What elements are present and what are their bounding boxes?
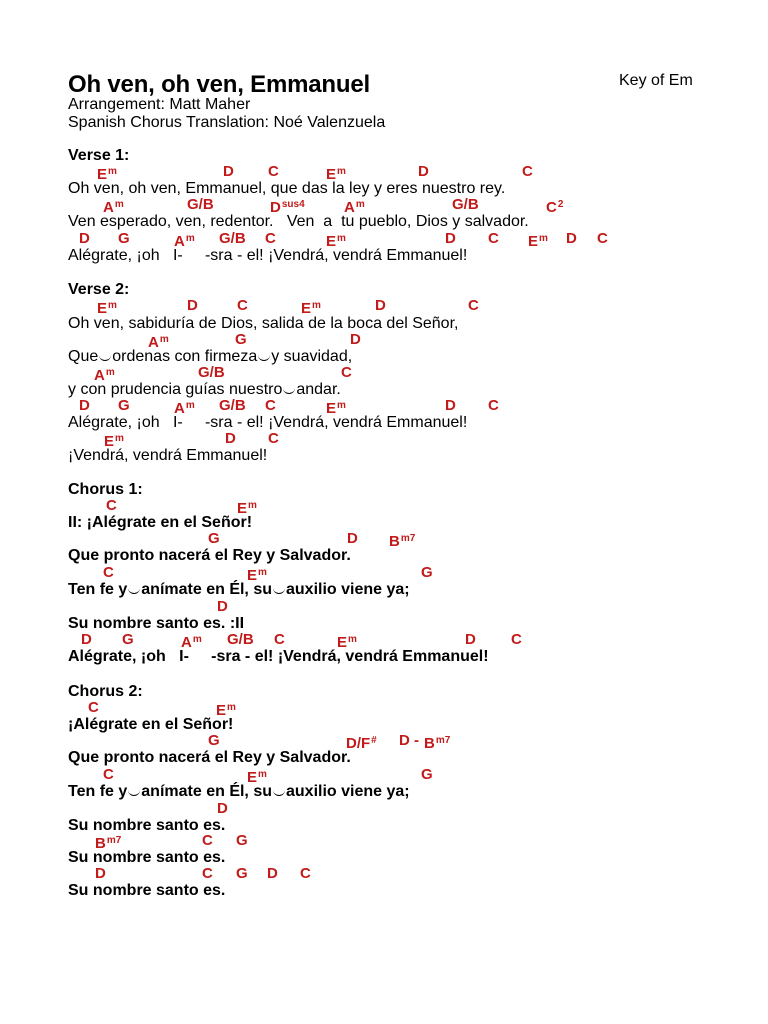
chord-am: $A^m$ <box>174 400 195 417</box>
arrangement-credit: Arrangement: Matt Maher <box>68 96 251 113</box>
song-title: Oh ven, oh ven, Emmanuel <box>68 71 370 98</box>
chord-em: $E^m$ <box>326 166 346 183</box>
verse-1-heading: Verse 1: <box>68 147 130 164</box>
chord-d: D <box>445 230 456 247</box>
chord-c: C <box>300 865 311 882</box>
chord-g: G <box>208 530 220 547</box>
chord-em: $E^m$ <box>247 769 267 786</box>
chord-c: C <box>522 163 533 180</box>
chord-c: C <box>106 497 117 514</box>
chorus-2-lyric-line-2: Que pronto nacerá el Rey y Salvador. <box>68 749 351 766</box>
tie-mark <box>128 587 140 594</box>
chord-d: D <box>223 163 234 180</box>
chord-dsus4: $D^{sus4}$ <box>270 199 305 216</box>
chorus-1-lyric-line-1: II: ¡Alégrate en el Señor! <box>68 514 253 531</box>
chord-am: $A^m$ <box>94 367 115 384</box>
chord-g-b: G/B <box>219 397 246 414</box>
chord-d: D <box>566 230 577 247</box>
tie-mark <box>99 354 111 361</box>
chord-c: C <box>268 430 279 447</box>
chord-em: $E^m$ <box>528 233 548 250</box>
chord-em: $E^m$ <box>337 634 357 651</box>
chord-d: D <box>95 865 106 882</box>
chorus-2-heading: Chorus 2: <box>68 683 143 700</box>
chord-em: $E^m$ <box>301 300 321 317</box>
chord-d: D <box>418 163 429 180</box>
chord-bm7: $B^{m7}$ <box>424 735 451 752</box>
chord-d-f-sharp: D/F# <box>346 735 377 752</box>
chord-d: D <box>267 865 278 882</box>
chord-am: $A^m$ <box>174 233 195 250</box>
chord-g-b: G/B <box>187 196 214 213</box>
chord-g: G <box>421 564 433 581</box>
chord-d: D <box>81 631 92 648</box>
chord-d: D <box>79 397 90 414</box>
chorus-1-lyric-line-4: Su nombre santo es. :II <box>68 615 245 632</box>
chorus-2-lyric-line-1: ¡Alégrate en el Señor! <box>68 716 234 733</box>
chord-g: G <box>236 865 248 882</box>
chord-c: C <box>103 766 114 783</box>
chord-c: C <box>88 699 99 716</box>
tie-mark <box>283 387 295 394</box>
chord-c: C <box>237 297 248 314</box>
chord-bm7: $B^{m7}$ <box>95 835 122 852</box>
chord-d: D <box>350 331 361 348</box>
chord-c: C <box>511 631 522 648</box>
chord-c: C <box>202 832 213 849</box>
chord-c: C <box>268 163 279 180</box>
chord-am: $A^m$ <box>148 334 169 351</box>
chorus-2-lyric-line-4: Su nombre santo es. <box>68 817 226 834</box>
verse-1-lyric-line-3: Alégrate, ¡oh I- -sra - el! ¡Vendrá, vendrá Emmanuel! <box>68 247 468 264</box>
verse-1-lyric-line-1: Oh ven, oh ven, Emmanuel, que das la ley y eres nuestro rey. <box>68 180 506 197</box>
chord-em: $E^m$ <box>104 433 124 450</box>
verse-2-lyric-line-4: Alégrate, ¡oh I- -sra - el! ¡Vendrá, vendrá Emmanuel! <box>68 414 468 431</box>
verse-2-lyric-line-1: Oh ven, sabiduría de Dios, salida de la boca del Señor, <box>68 315 459 332</box>
chord-c: C <box>265 230 276 247</box>
chorus-1-lyric-line-2: Que pronto nacerá el Rey y Salvador. <box>68 547 351 564</box>
chord-em: $E^m$ <box>326 233 346 250</box>
chord-c: C <box>103 564 114 581</box>
chord-d: D <box>347 530 358 547</box>
tie-mark <box>258 354 270 361</box>
chord-c: C <box>341 364 352 381</box>
chord-g-b: G/B <box>198 364 225 381</box>
verse-2-heading: Verse 2: <box>68 281 130 298</box>
chord-c: C <box>597 230 608 247</box>
verse-2-lyric-line-3: y con prudencia guías nuestro andar. <box>68 381 341 398</box>
chord-g: G <box>236 832 248 849</box>
chorus-1-heading: Chorus 1: <box>68 481 143 498</box>
translation-credit: Spanish Chorus Translation: Noé Valenzuela <box>68 114 386 131</box>
chord-d: D <box>445 397 456 414</box>
chord-am: $A^m$ <box>181 634 202 651</box>
chorus-2-lyric-line-5: Su nombre santo es. <box>68 849 226 866</box>
chord-d: D <box>79 230 90 247</box>
chorus-2-lyric-line-3: Ten fe y anímate en Él, su auxilio viene ya; <box>68 783 410 800</box>
chord-bm7: $B^{m7}$ <box>389 533 416 550</box>
tie-mark <box>128 789 140 796</box>
chord-g: G <box>118 230 130 247</box>
chord-em: $E^m$ <box>97 300 117 317</box>
chord-d-passing: D - <box>399 732 419 749</box>
chord-em: $E^m$ <box>247 567 267 584</box>
chord-c: C <box>202 865 213 882</box>
chord-g: G <box>118 397 130 414</box>
tie-mark <box>273 587 285 594</box>
song-key: Key of Em <box>619 72 693 89</box>
chord-c: C <box>488 397 499 414</box>
tie-mark <box>273 789 285 796</box>
chord-em: $E^m$ <box>97 166 117 183</box>
chord-g-b: G/B <box>219 230 246 247</box>
chord-g-b: G/B <box>227 631 254 648</box>
chord-em: $E^m$ <box>326 400 346 417</box>
chord-c: C <box>488 230 499 247</box>
chord-d: D <box>217 598 228 615</box>
chord-am: $A^m$ <box>103 199 124 216</box>
chord-g: G <box>208 732 220 749</box>
chorus-1-lyric-line-3: Ten fe y anímate en Él, su auxilio viene ya; <box>68 581 410 598</box>
chord-em: $E^m$ <box>237 500 257 517</box>
chord-am: $A^m$ <box>344 199 365 216</box>
chorus-2-lyric-line-6: Su nombre santo es. <box>68 882 226 899</box>
chord-c: C <box>468 297 479 314</box>
chord-d: D <box>465 631 476 648</box>
verse-1-lyric-line-2: Ven esperado, ven, redentor. Ven a tu pueblo, Dios y salvador. <box>68 213 529 230</box>
chord-c2: $C^2$ <box>546 199 564 216</box>
verse-2-lyric-line-2: Que ordenas con firmeza y suavidad, <box>68 348 353 365</box>
chord-c: C <box>265 397 276 414</box>
chord-d: D <box>225 430 236 447</box>
verse-2-lyric-line-5: ¡Vendrá, vendrá Emmanuel! <box>68 447 268 464</box>
chord-g: G <box>421 766 433 783</box>
chord-d: D <box>375 297 386 314</box>
chord-em: $E^m$ <box>216 702 236 719</box>
chord-g-b: G/B <box>452 196 479 213</box>
chord-g: G <box>235 331 247 348</box>
chorus-1-lyric-line-5: Alégrate, ¡oh I- -sra - el! ¡Vendrá, vendrá Emmanuel! <box>68 648 489 665</box>
chord-g: G <box>122 631 134 648</box>
chord-d: D <box>187 297 198 314</box>
chord-c: C <box>274 631 285 648</box>
chord-d: D <box>217 800 228 817</box>
